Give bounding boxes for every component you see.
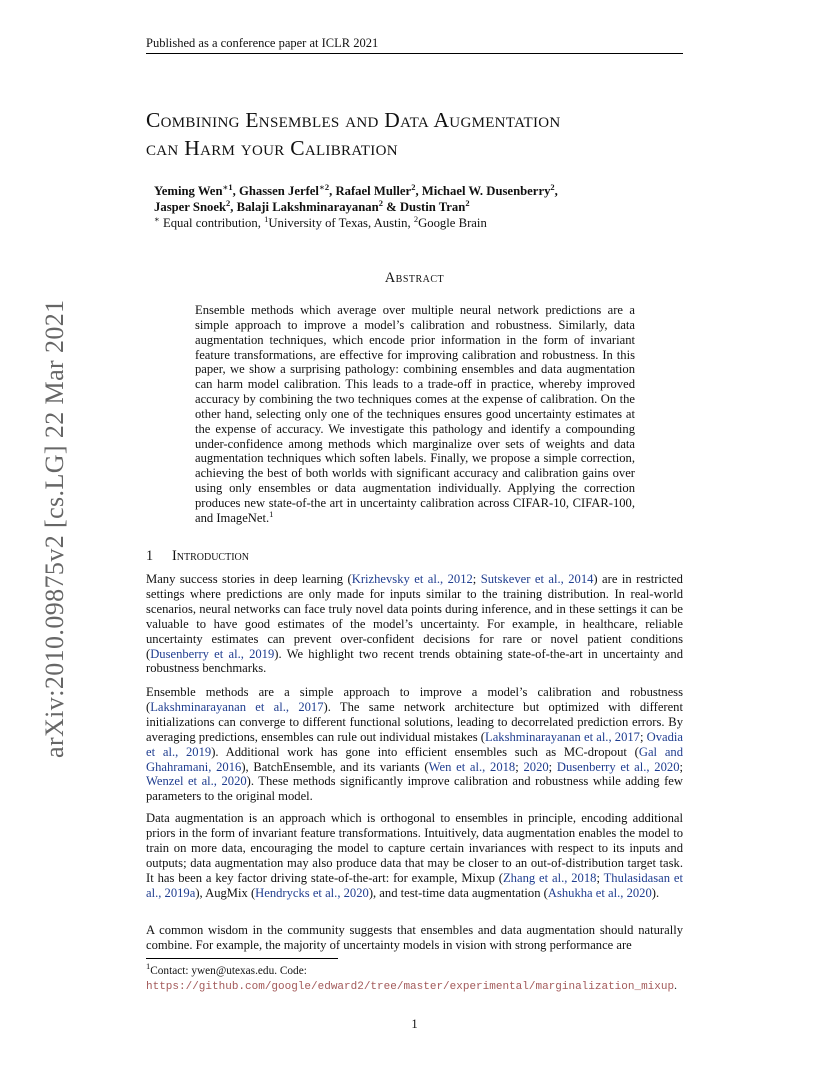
body-text: ; <box>548 759 557 774</box>
body-text: ). <box>651 885 660 900</box>
intro-paragraph-4: A common wisdom in the community suggests that ensembles and data augmentation should naturally combine. For example, the majority of uncertainty models in vision with strong performance are <box>146 923 683 952</box>
author-mark: 2 <box>411 181 416 192</box>
running-header: Published as a conference paper at ICLR 2021 <box>146 36 379 50</box>
body-text: ). These methods significantly improve calibration and robustness while adding few parameters to the original model. <box>146 774 683 804</box>
body-text: ). The same network architecture but optimized with different initializations can converge to different functional solutions, leading to decorrelated prediction errors. By averaging predictions, ensembles can rule out individual mistakes ( <box>146 699 683 744</box>
author-name: & Dustin Tran <box>382 200 466 214</box>
author-mark: 2 <box>378 197 383 208</box>
author-list <box>154 183 714 215</box>
author-mark: ∗1 <box>222 181 233 192</box>
author-mark: 2 <box>226 197 231 208</box>
author-mark: 2 <box>550 181 555 192</box>
intro-paragraph-3 <box>146 811 683 900</box>
affiliations <box>154 215 694 231</box>
footnote-text: Contact: ywen@utexas.edu. Code: <box>150 965 307 977</box>
citation-link[interactable]: Dusenberry et al., 2020 <box>556 759 680 774</box>
body-text: Many success stories in deep learning ( <box>146 572 352 586</box>
citation-link[interactable]: Krizhevsky et al., 2012 <box>351 572 473 586</box>
section-number: 1 <box>146 548 154 564</box>
affil-university: University of Texas, Austin, <box>268 216 414 230</box>
affil-google: Google Brain <box>418 216 487 230</box>
body-text: ), and test-time data augmentation ( <box>368 885 548 900</box>
body-text: ; <box>596 870 604 885</box>
contribution-note: Equal contribution, <box>159 216 265 230</box>
body-text: Data augmentation is an approach which is orthogonal to ensembles in principle, encoding additional priors in the form of invariant feature transformations. Intuitively, data augmentation enables the model to train on more data, encouraging the model to capture certain invariances with respect to its inputs and outputs; data augmentation may also produce data that may be closer to an out-of-distribution target task. It has been a key factor driving state-of-the-art: for example, Mixup ( <box>146 811 683 885</box>
body-text: ), AugMix ( <box>195 885 256 900</box>
arxiv-identifier[interactable]: arXiv:2010.09875v2 [cs.LG] 22 Mar 2021 <box>40 299 69 758</box>
author-name: Jasper Snoek <box>154 200 227 214</box>
citation-link[interactable]: Dusenberry et al., 2019 <box>150 646 275 661</box>
citation-link[interactable]: Zhang et al., 2018 <box>502 870 597 885</box>
citation-link[interactable]: Sutskever et al., 2014 <box>480 572 594 586</box>
citation-link[interactable]: 2020 <box>523 759 549 774</box>
citation-link[interactable]: Thulasidasan et al., 2019a <box>146 870 684 900</box>
citation-link[interactable]: Lakshminarayanan et al., 2017 <box>485 729 640 744</box>
body-text: ; <box>472 572 481 586</box>
body-text: Ensemble methods are a simple approach to improve a model’s calibration and robustness ( <box>146 685 683 714</box>
footnote-mark: 1 <box>146 961 151 972</box>
title-line-1: Combining Ensembles and Data Augmentation <box>146 108 561 132</box>
affil-mark: 2 <box>413 213 419 224</box>
author-separator: , <box>554 184 558 198</box>
author-mark: ∗2 <box>318 181 330 192</box>
body-text: ; <box>639 729 647 744</box>
paper-title <box>146 106 706 162</box>
body-text: ). We highlight two recent trends obtaining state-of-the-art in uncertainty and robustness benchmarks. <box>146 646 683 676</box>
author-name: , Balaji Lakshminarayanan <box>230 200 379 214</box>
author-name: , Ghassen Jerfel <box>232 184 319 198</box>
abstract-body <box>195 303 635 526</box>
body-text: ) are in restricted settings where predictions are only made for inputs similar to the training distribution. In real-world scenarios, neural networks can face truly novel data points during inference, and in these settings it can be valuable to have good estimates of the model’s uncertainty. For example, in healthcare, reliable uncertainty estimates can prevent over-confident decisions for rare or novel patient conditions ( <box>146 572 683 661</box>
code-url-link[interactable]: https://github.com/google/edward2/tree/master/experimental/marginalization_mixup <box>146 980 675 993</box>
author-name: , Rafael Muller <box>329 184 412 198</box>
footnote-rule <box>146 958 338 959</box>
body-text: ; <box>515 759 524 774</box>
section-heading <box>146 548 683 565</box>
citation-link[interactable]: Hendrycks et al., 2020 <box>255 885 369 900</box>
footnote-end: . <box>674 979 677 992</box>
citation-link[interactable]: Gal and Ghahramani, 2016 <box>146 744 683 774</box>
citation-link[interactable]: Ashukha et al., 2020 <box>547 885 652 900</box>
affil-mark: ∗ <box>154 213 160 224</box>
affil-mark: 1 <box>264 213 269 224</box>
author-name: , Michael W. Dusenberry <box>415 184 551 198</box>
body-text: ). Additional work has gone into efficient ensembles such as MC-dropout ( <box>211 744 639 759</box>
intro-paragraph-1 <box>146 572 683 676</box>
citation-link[interactable]: Ovadia et al., 2019 <box>146 729 684 759</box>
body-text: ; <box>679 759 683 774</box>
section-title: Introduction <box>172 548 249 564</box>
citation-link[interactable]: Wenzel et al., 2020 <box>146 774 247 789</box>
title-line-2: can Harm your Calibration <box>146 136 398 160</box>
citation-link[interactable]: Lakshminarayanan et al., 2017 <box>150 699 324 714</box>
author-mark: 2 <box>465 197 470 208</box>
intro-paragraph-2 <box>146 685 683 804</box>
footnote <box>146 961 686 994</box>
body-text: ), BatchEnsemble, and its variants ( <box>241 759 429 774</box>
author-name: Yeming Wen <box>154 184 223 198</box>
footnote-ref[interactable]: 1 <box>269 508 274 519</box>
citation-link[interactable]: Wen et al., 2018 <box>428 759 516 774</box>
header-rule <box>146 53 683 54</box>
abstract-heading: Abstract <box>384 270 445 286</box>
abstract-text: Ensemble methods which average over multiple neural network predictions are a simple approach to improve a model’s calibration and robustness. Similarly, data augmentation techniques, which encode prior information in the form of invariant feature transformations, are effective for improving calibration and robustness. In this paper, we show a surprising pathology: combining ensembles and data augmentation can harm model calibration. This leads to a trade-off in practice, whereby improved accuracy by combining the two techniques comes at the expense of calibration. On the other hand, selecting only one of the techniques ensures good uncertainty estimates at the expense of accuracy. We investigate this pathology and identify a compounding under-confidence among methods which marginalize over sets of weights and data augmentation techniques which soften labels. Finally, we propose a simple correction, achieving the best of both worlds with significant accuracy and calibration gains over using only ensembles or data augmentation individually. Applying the correction produces new state-of-the art in uncertainty calibration across CIFAR-10, CIFAR-100, and ImageNet. <box>195 303 635 525</box>
page-number: 1 <box>411 1017 418 1031</box>
